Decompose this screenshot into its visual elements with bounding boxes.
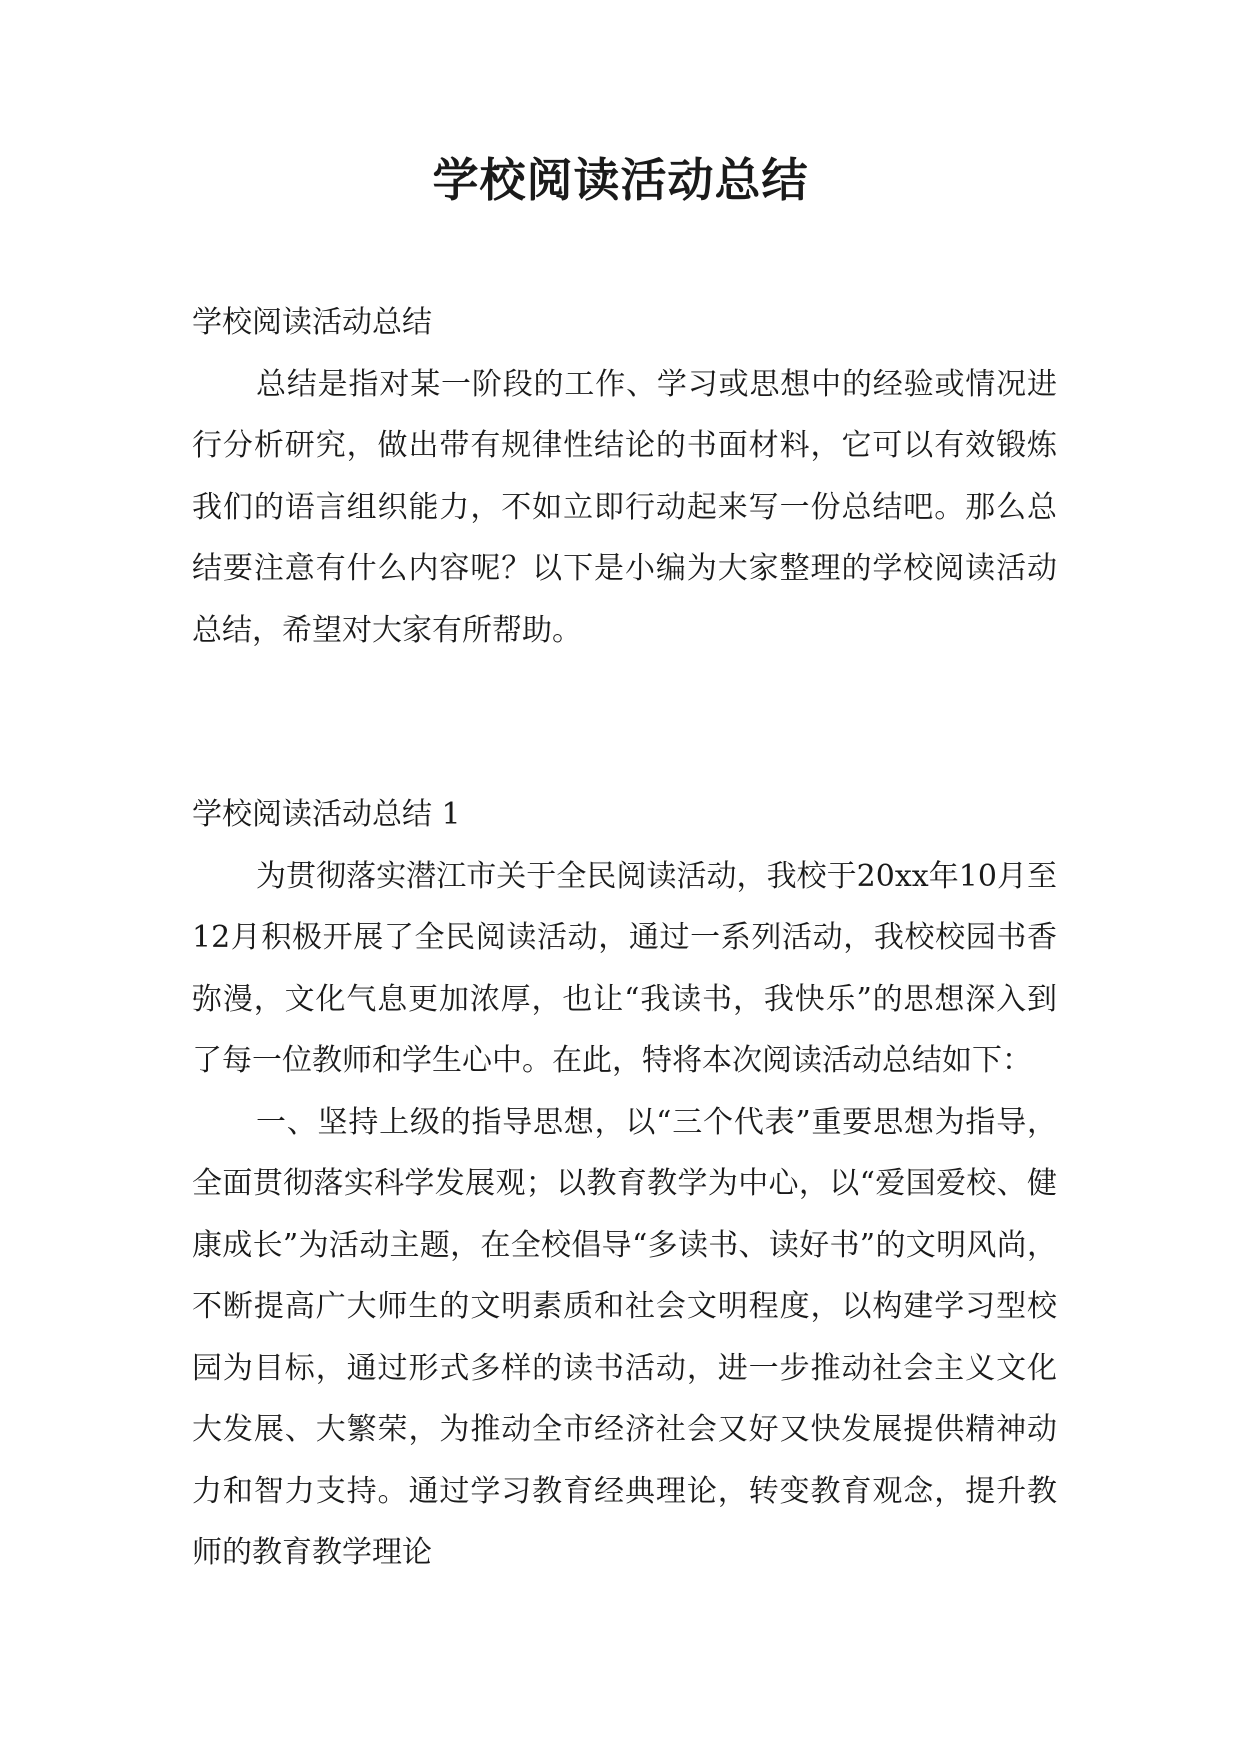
page-title: 学校阅读活动总结 [432,153,809,207]
intro-heading: 学校阅读活动总结 [192,305,432,340]
section-gap [192,661,1057,784]
section-paragraph-1: 为贯彻落实潜江市关于全民阅读活动，我校于20xx年10月至12月积极开展了全民阅读活动，通过一系列活动，我校校园书香弥漫，文化气息更加浓厚，也让“我读书，我快乐”的思想深入到了每一位教师和学生心中。在此，特将本次阅读活动总结如下： [192,858,1057,1078]
intro-paragraph: 总结是指对某一阶段的工作、学习或思想中的经验或情况进行分析研究，做出带有规律性结论的书面材料，它可以有效锻炼我们的语言组织能力，不如立即行动起来写一份总结吧。那么总结要注意有什么内容呢？以下是小编为大家整理的学校阅读活动总结，希望对大家有所帮助。 [192,366,1057,648]
section-paragraph-2: 一、坚持上级的指导思想，以“三个代表”重要思想为指导，全面贯彻落实科学发展观；以教育教学为中心，以“爱国爱校、健康成长”为活动主题，在全校倡导“多读书、读好书”的文明风尚，不断提高广大师生的文明素质和社会文明程度，以构建学习型校园为目标，通过形式多样的读书活动，进一步推动社会主义文化大发展、大繁荣，为推动全市经济社会又好又快发展提供精神动力和智力支持。通过学习教育经典理论，转变教育观念，提升教师的教育教学理论 [192,1104,1057,1570]
section-heading: 学校阅读活动总结 1 [192,797,461,832]
document-body [192,292,1057,1584]
